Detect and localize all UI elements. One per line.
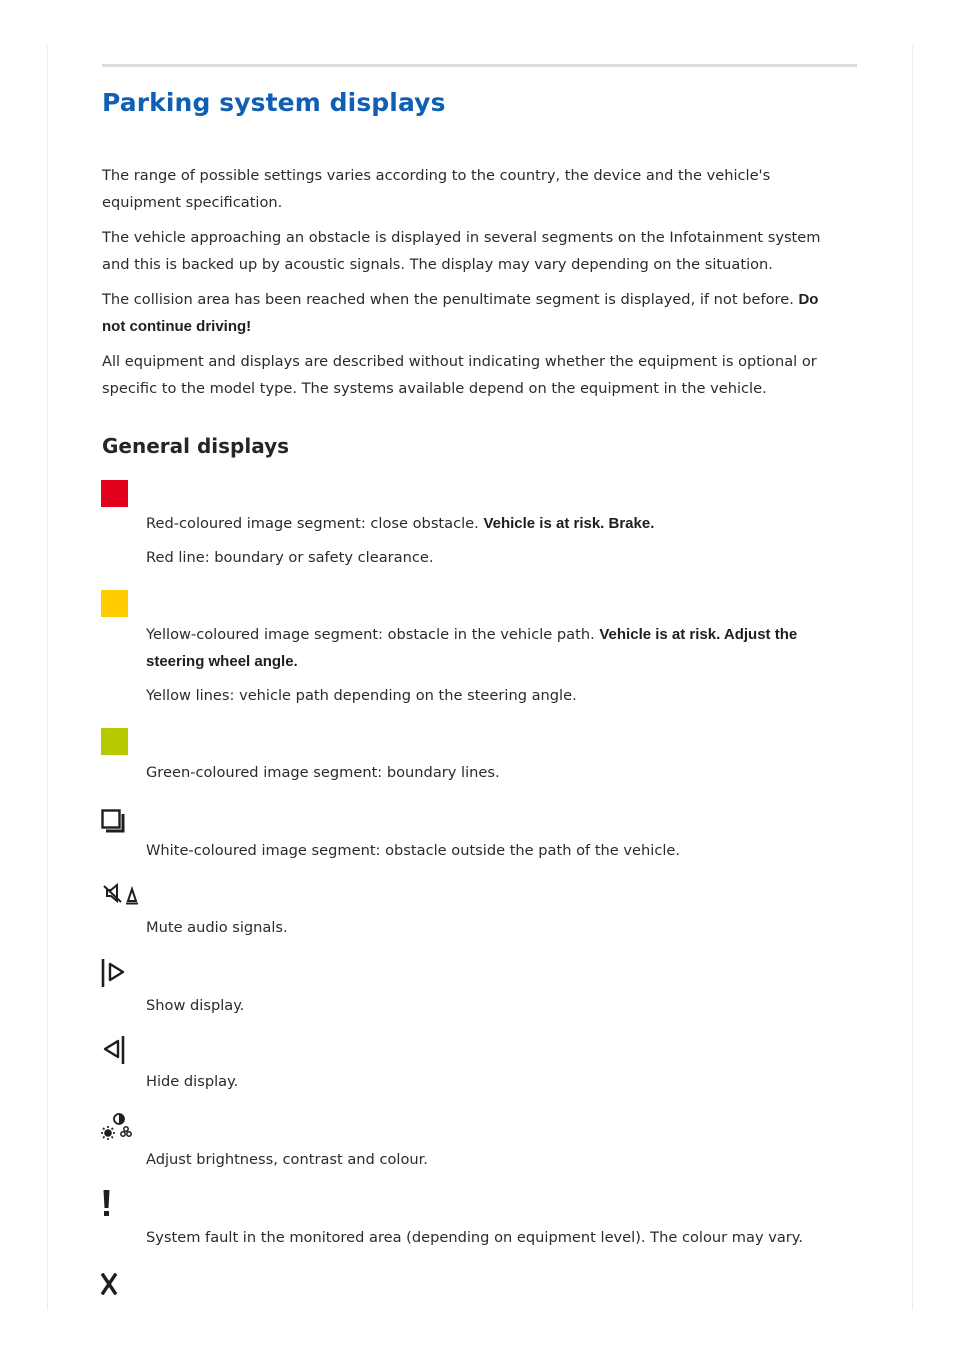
yellow-square-icon <box>101 590 128 617</box>
display-description: Show display. <box>146 997 245 1014</box>
intro-paragraph: The range of possible settings varies according to the country, the device and the vehicle's equipment specification. <box>102 167 771 211</box>
white-square-icon <box>101 809 125 833</box>
header-rule <box>102 64 857 67</box>
right-page-margin <box>912 45 913 1310</box>
display-description: Yellow-coloured image segment: obstacle in the vehicle path. Vehicle is at risk. Adjust the steering wheel angle. <box>146 626 798 670</box>
red-square-icon <box>101 480 128 507</box>
warning-text: Vehicle is at risk. Brake. <box>483 515 655 532</box>
display-description: Hide display. <box>146 1073 239 1090</box>
intro-paragraph: The vehicle approaching an obstacle is displayed in several segments on the Infotainment system and this is backed up by acoustic signals. The display may vary depending on the situation. <box>102 229 821 273</box>
display-description: Yellow lines: vehicle path depending on the steering angle. <box>146 687 577 704</box>
system-fault-icon <box>101 1189 113 1219</box>
section-title: General displays <box>102 434 290 458</box>
display-description: Mute audio signals. <box>146 919 288 936</box>
green-square-icon <box>101 728 128 755</box>
mute-audio-icon <box>101 882 141 906</box>
display-description: White-coloured image segment: obstacle outside the path of the vehicle. <box>146 842 681 859</box>
page-title: Parking system displays <box>102 88 446 117</box>
intro-paragraph: The collision area has been reached when the penultimate segment is displayed, if not before. Do not continue driving! <box>102 291 819 335</box>
intro-paragraph: All equipment and displays are described without indicating whether the equipment is optional or specific to the model type. The systems available depend on the equipment in the vehicle. <box>102 353 817 397</box>
display-description: Red-coloured image segment: close obstacle. Vehicle is at risk. Brake. <box>146 515 655 532</box>
display-description: Green-coloured image segment: boundary lines. <box>146 764 500 781</box>
close-x-icon <box>101 1273 117 1295</box>
display-description: System fault in the monitored area (depending on equipment level). The colour may vary. <box>146 1229 803 1246</box>
hide-display-icon <box>101 1035 127 1065</box>
brightness-contrast-colour-icon <box>101 1112 137 1140</box>
warning-text: Do not continue driving! <box>102 291 819 335</box>
display-description: Adjust brightness, contrast and colour. <box>146 1151 428 1168</box>
warning-text: Vehicle is at risk. Adjust the steering wheel angle. <box>146 626 798 670</box>
display-description: Red line: boundary or safety clearance. <box>146 549 434 566</box>
intro-section <box>102 162 842 410</box>
show-display-icon <box>101 958 127 988</box>
left-page-margin <box>47 45 48 1310</box>
